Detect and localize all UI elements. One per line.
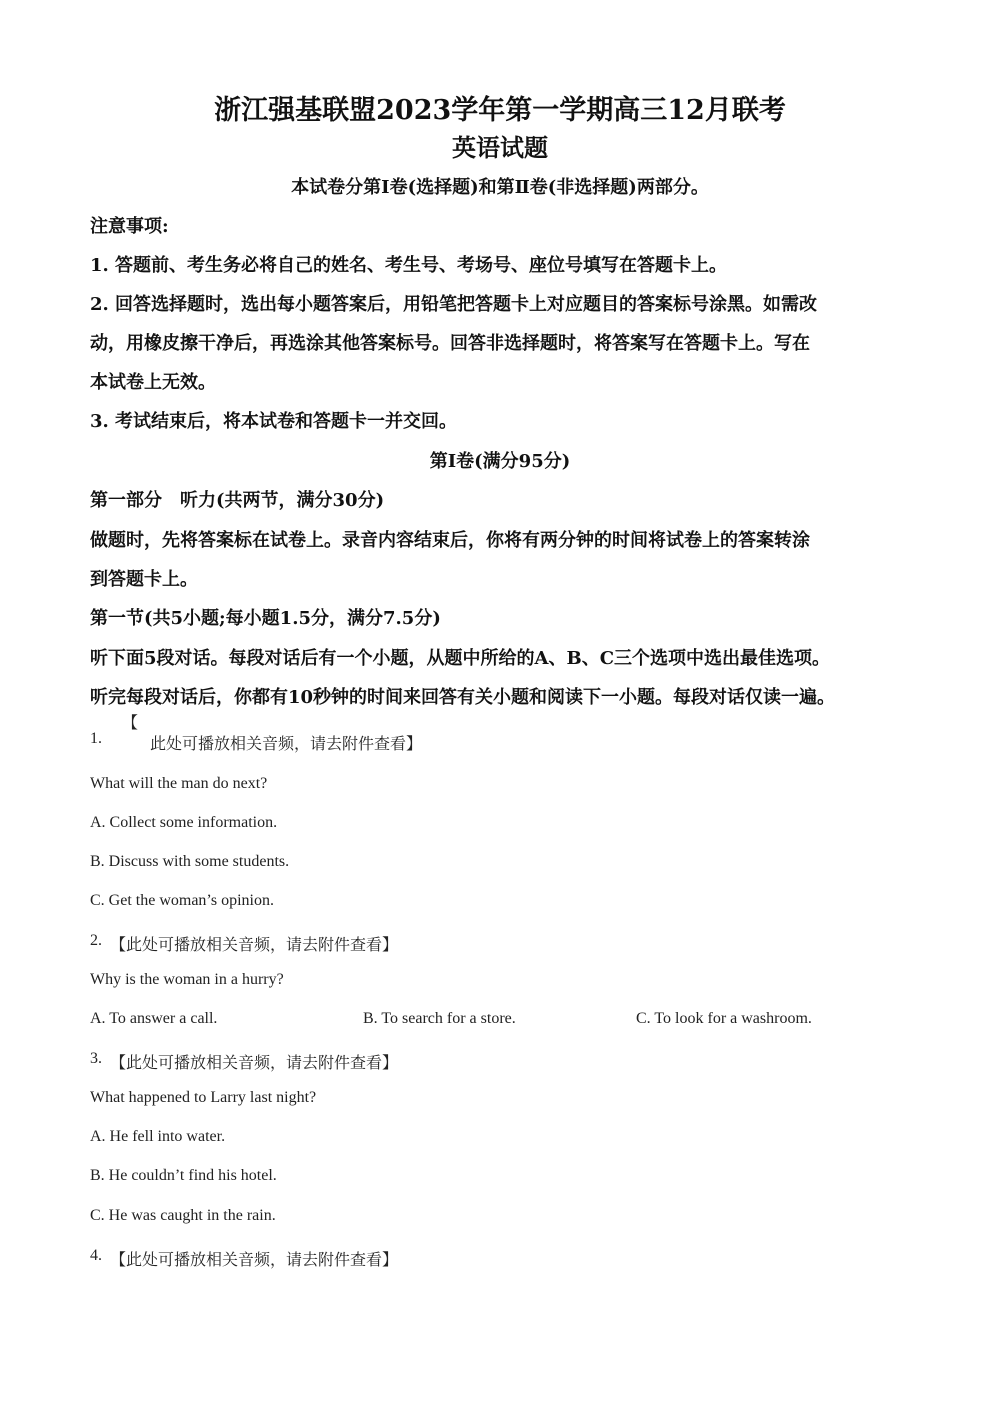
question-2-text: Why is the woman in a hurry?: [90, 971, 284, 988]
question-1-audio-note[interactable]: 此处可播放相关音频，请去附件查看】: [150, 734, 423, 753]
notice-item-1: 1. 答题前、考生务必将自己的姓名、考生号、考场号、座位号填写在答题卡上。: [90, 255, 728, 276]
notice-heading: 注意事项:: [90, 216, 169, 237]
section-1-instruction-line-2: 听完每段对话后，你都有10秒钟的时间来回答有关小题和阅读下一小题。每段对话仅读一遍。: [90, 687, 836, 708]
question-3-number: 3.: [90, 1050, 102, 1067]
notice-item-2-line-2: 动，用橡皮擦干净后，再选涂其他答案标号。回答非选择题时，将答案写在答题卡上。写在: [90, 333, 810, 354]
question-3-option-b[interactable]: B. He couldn’t find his hotel.: [90, 1167, 277, 1184]
part-1-heading: 第一部分 听力(共两节，满分30分): [90, 490, 385, 511]
question-2-number: 2.: [90, 932, 102, 949]
question-1-option-c[interactable]: C. Get the woman’s opinion.: [90, 892, 274, 909]
exam-subject: 英语试题: [452, 133, 548, 162]
question-1-text: What will the man do next?: [90, 775, 268, 792]
volume-1-heading: 第Ⅰ卷(满分95分): [429, 451, 571, 472]
question-3-text: What happened to Larry last night?: [90, 1089, 317, 1106]
part-1-instruction-line-1: 做题时，先将答案标在试卷上。录音内容结束后，你将有两分钟的时间将试卷上的答案转涂: [90, 530, 810, 551]
part-1-instruction-line-2: 到答题卡上。: [90, 569, 198, 590]
exam-intro: 本试卷分第Ⅰ卷(选择题)和第Ⅱ卷(非选择题)两部分。: [291, 177, 709, 198]
question-4-number: 4.: [90, 1247, 102, 1264]
question-1-bracket: 【: [122, 713, 139, 732]
question-3-audio-note[interactable]: 【此处可播放相关音频，请去附件查看】: [110, 1053, 399, 1072]
notice-item-3: 3. 考试结束后，将本试卷和答题卡一并交回。: [90, 411, 458, 432]
notice-item-2-line-3: 本试卷上无效。: [90, 372, 216, 393]
exam-title: 浙江强基联盟2023学年第一学期高三12月联考: [214, 95, 786, 126]
question-1-option-a[interactable]: A. Collect some information.: [90, 814, 278, 831]
question-1-number: 1.: [90, 730, 102, 747]
question-3-option-a[interactable]: A. He fell into water.: [90, 1128, 226, 1145]
question-3-option-c[interactable]: C. He was caught in the rain.: [90, 1207, 276, 1224]
section-1-instruction-line-1: 听下面5段对话。每段对话后有一个小题，从题中所给的A、B、C三个选项中选出最佳选项。: [90, 648, 831, 669]
section-1-heading: 第一节(共5小题;每小题1.5分，满分7.5分): [90, 608, 441, 629]
question-4-audio-note[interactable]: 【此处可播放相关音频，请去附件查看】: [110, 1250, 399, 1269]
question-2-option-a[interactable]: A. To answer a call.: [90, 1010, 218, 1027]
question-2-option-b[interactable]: B. To search for a store.: [363, 1010, 516, 1027]
question-1-option-b[interactable]: B. Discuss with some students.: [90, 853, 290, 870]
notice-item-2-line-1: 2. 回答选择题时，选出每小题答案后，用铅笔把答题卡上对应题目的答案标号涂黑。如需改: [90, 294, 818, 315]
question-2-option-c[interactable]: C. To look for a washroom.: [636, 1010, 812, 1027]
question-2-audio-note[interactable]: 【此处可播放相关音频，请去附件查看】: [110, 935, 399, 954]
